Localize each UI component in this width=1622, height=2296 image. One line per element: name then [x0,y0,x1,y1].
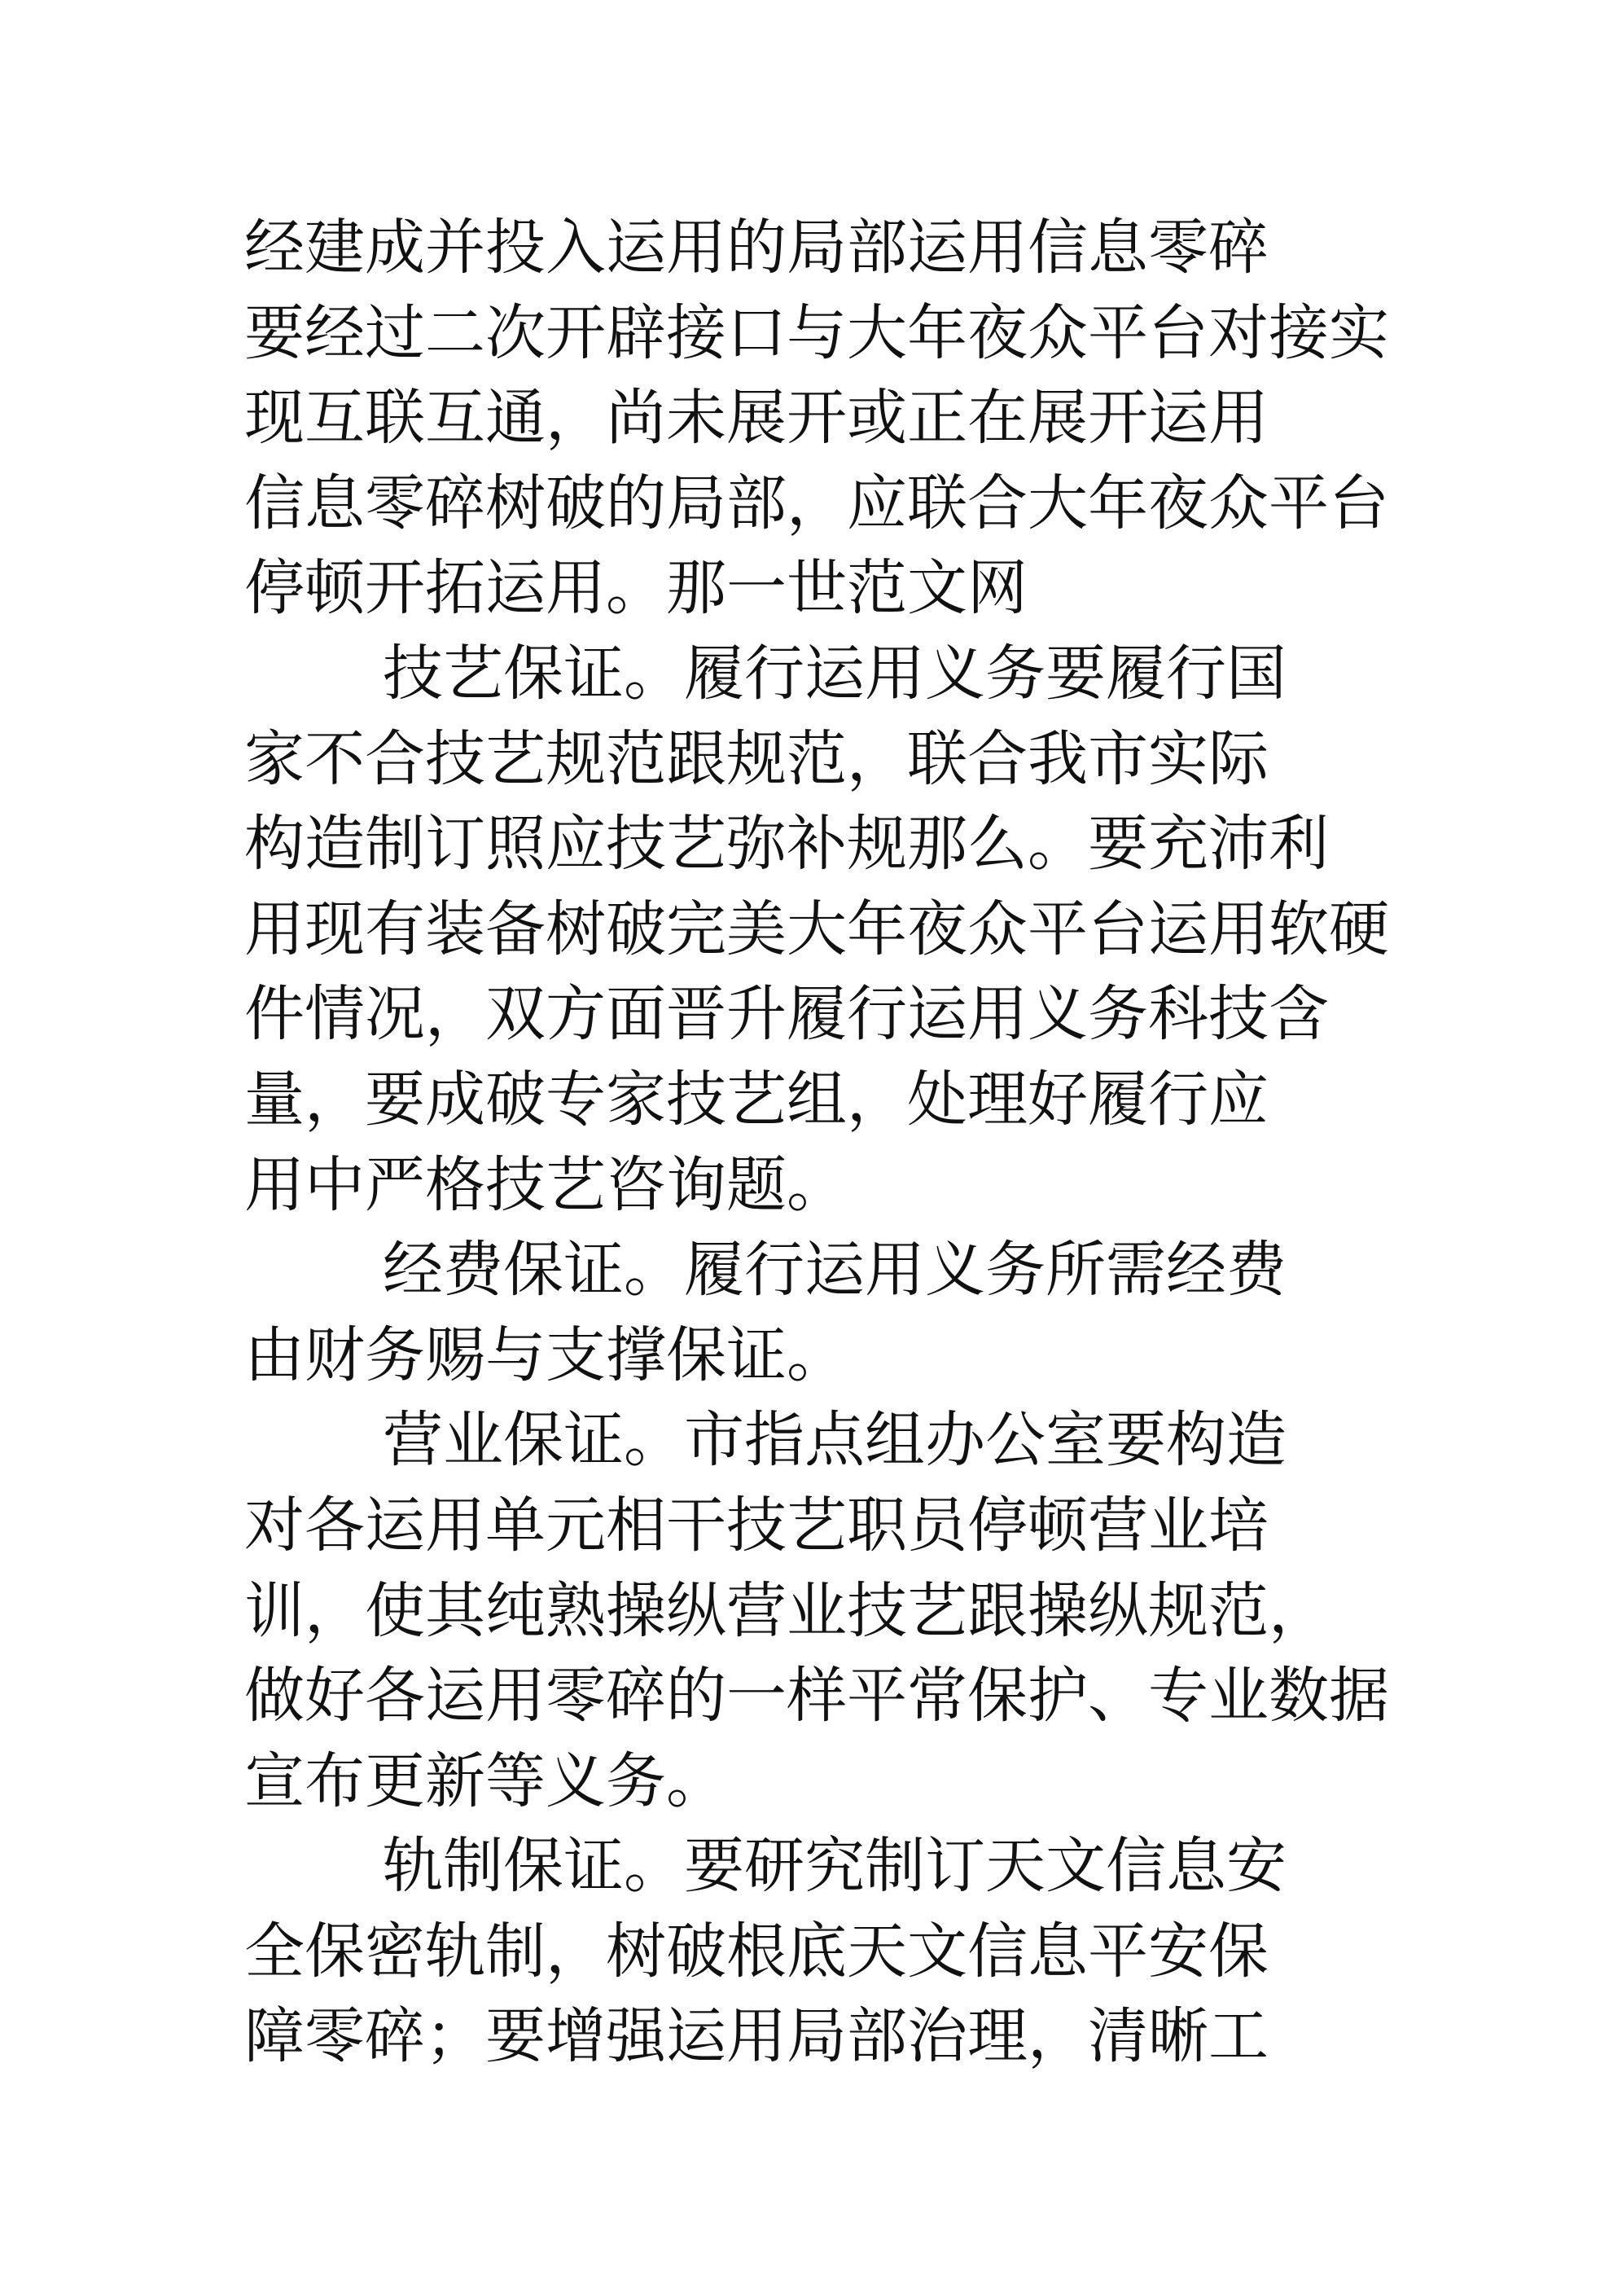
text-line: 停顿开拓运用。那一世范文网 [244,553,1028,624]
text-line: 全保密轨制，树破根底天文信息平安保 [244,1916,1269,1987]
text-line: 经建成并投入运用的局部运用信息零碎 [244,213,1269,283]
body-text [244,205,1433,2079]
text-line: 由财务赐与支撑保证。 [244,1319,847,1390]
text-line: 信息零碎树破的局部，应联合大年夜众平台 [244,468,1389,538]
paragraph-first-line: 技艺保证。履行运用义务要履行国 [383,638,1287,709]
text-line: 宣布更新等义务。 [244,1745,726,1816]
text-line: 要经过二次开辟接口与大年夜众平台对接实 [244,297,1389,368]
text-line: 构造制订照应技艺弥补规那么。要充沛利 [244,809,1329,880]
text-line: 用中严格技艺咨询题。 [244,1149,847,1220]
text-line: 对各运用单元相干技艺职员停顿营业培 [244,1490,1269,1561]
text-line: 训，使其纯熟操纵营业技艺跟操纵规范， [244,1575,1329,1646]
text-line: 家不合技艺规范跟规范，联合我市实际 [244,723,1269,794]
text-line: 现互联互通，尚未展开或正在展开运用 [244,383,1269,454]
text-line: 用现有装备树破完美大年夜众平台运用软硬 [244,893,1389,964]
text-line: 障零碎；要增强运用局部治理，清晰工 [244,2001,1269,2072]
paragraph-first-line: 营业保证。市指点组办公室要构造 [383,1405,1287,1476]
paragraph-first-line: 经费保证。履行运用义务所需经费 [383,1235,1287,1306]
text-line: 件情况，双方面晋升履行运用义务科技含 [244,979,1329,1050]
text-line: 做好各运用零碎的一样平常保护、专业数据 [244,1661,1389,1732]
paragraph-first-line: 轨制保证。要研究制订天文信息安 [383,1831,1287,1902]
text-line: 量，要成破专家技艺组，处理好履行应 [244,1064,1269,1135]
